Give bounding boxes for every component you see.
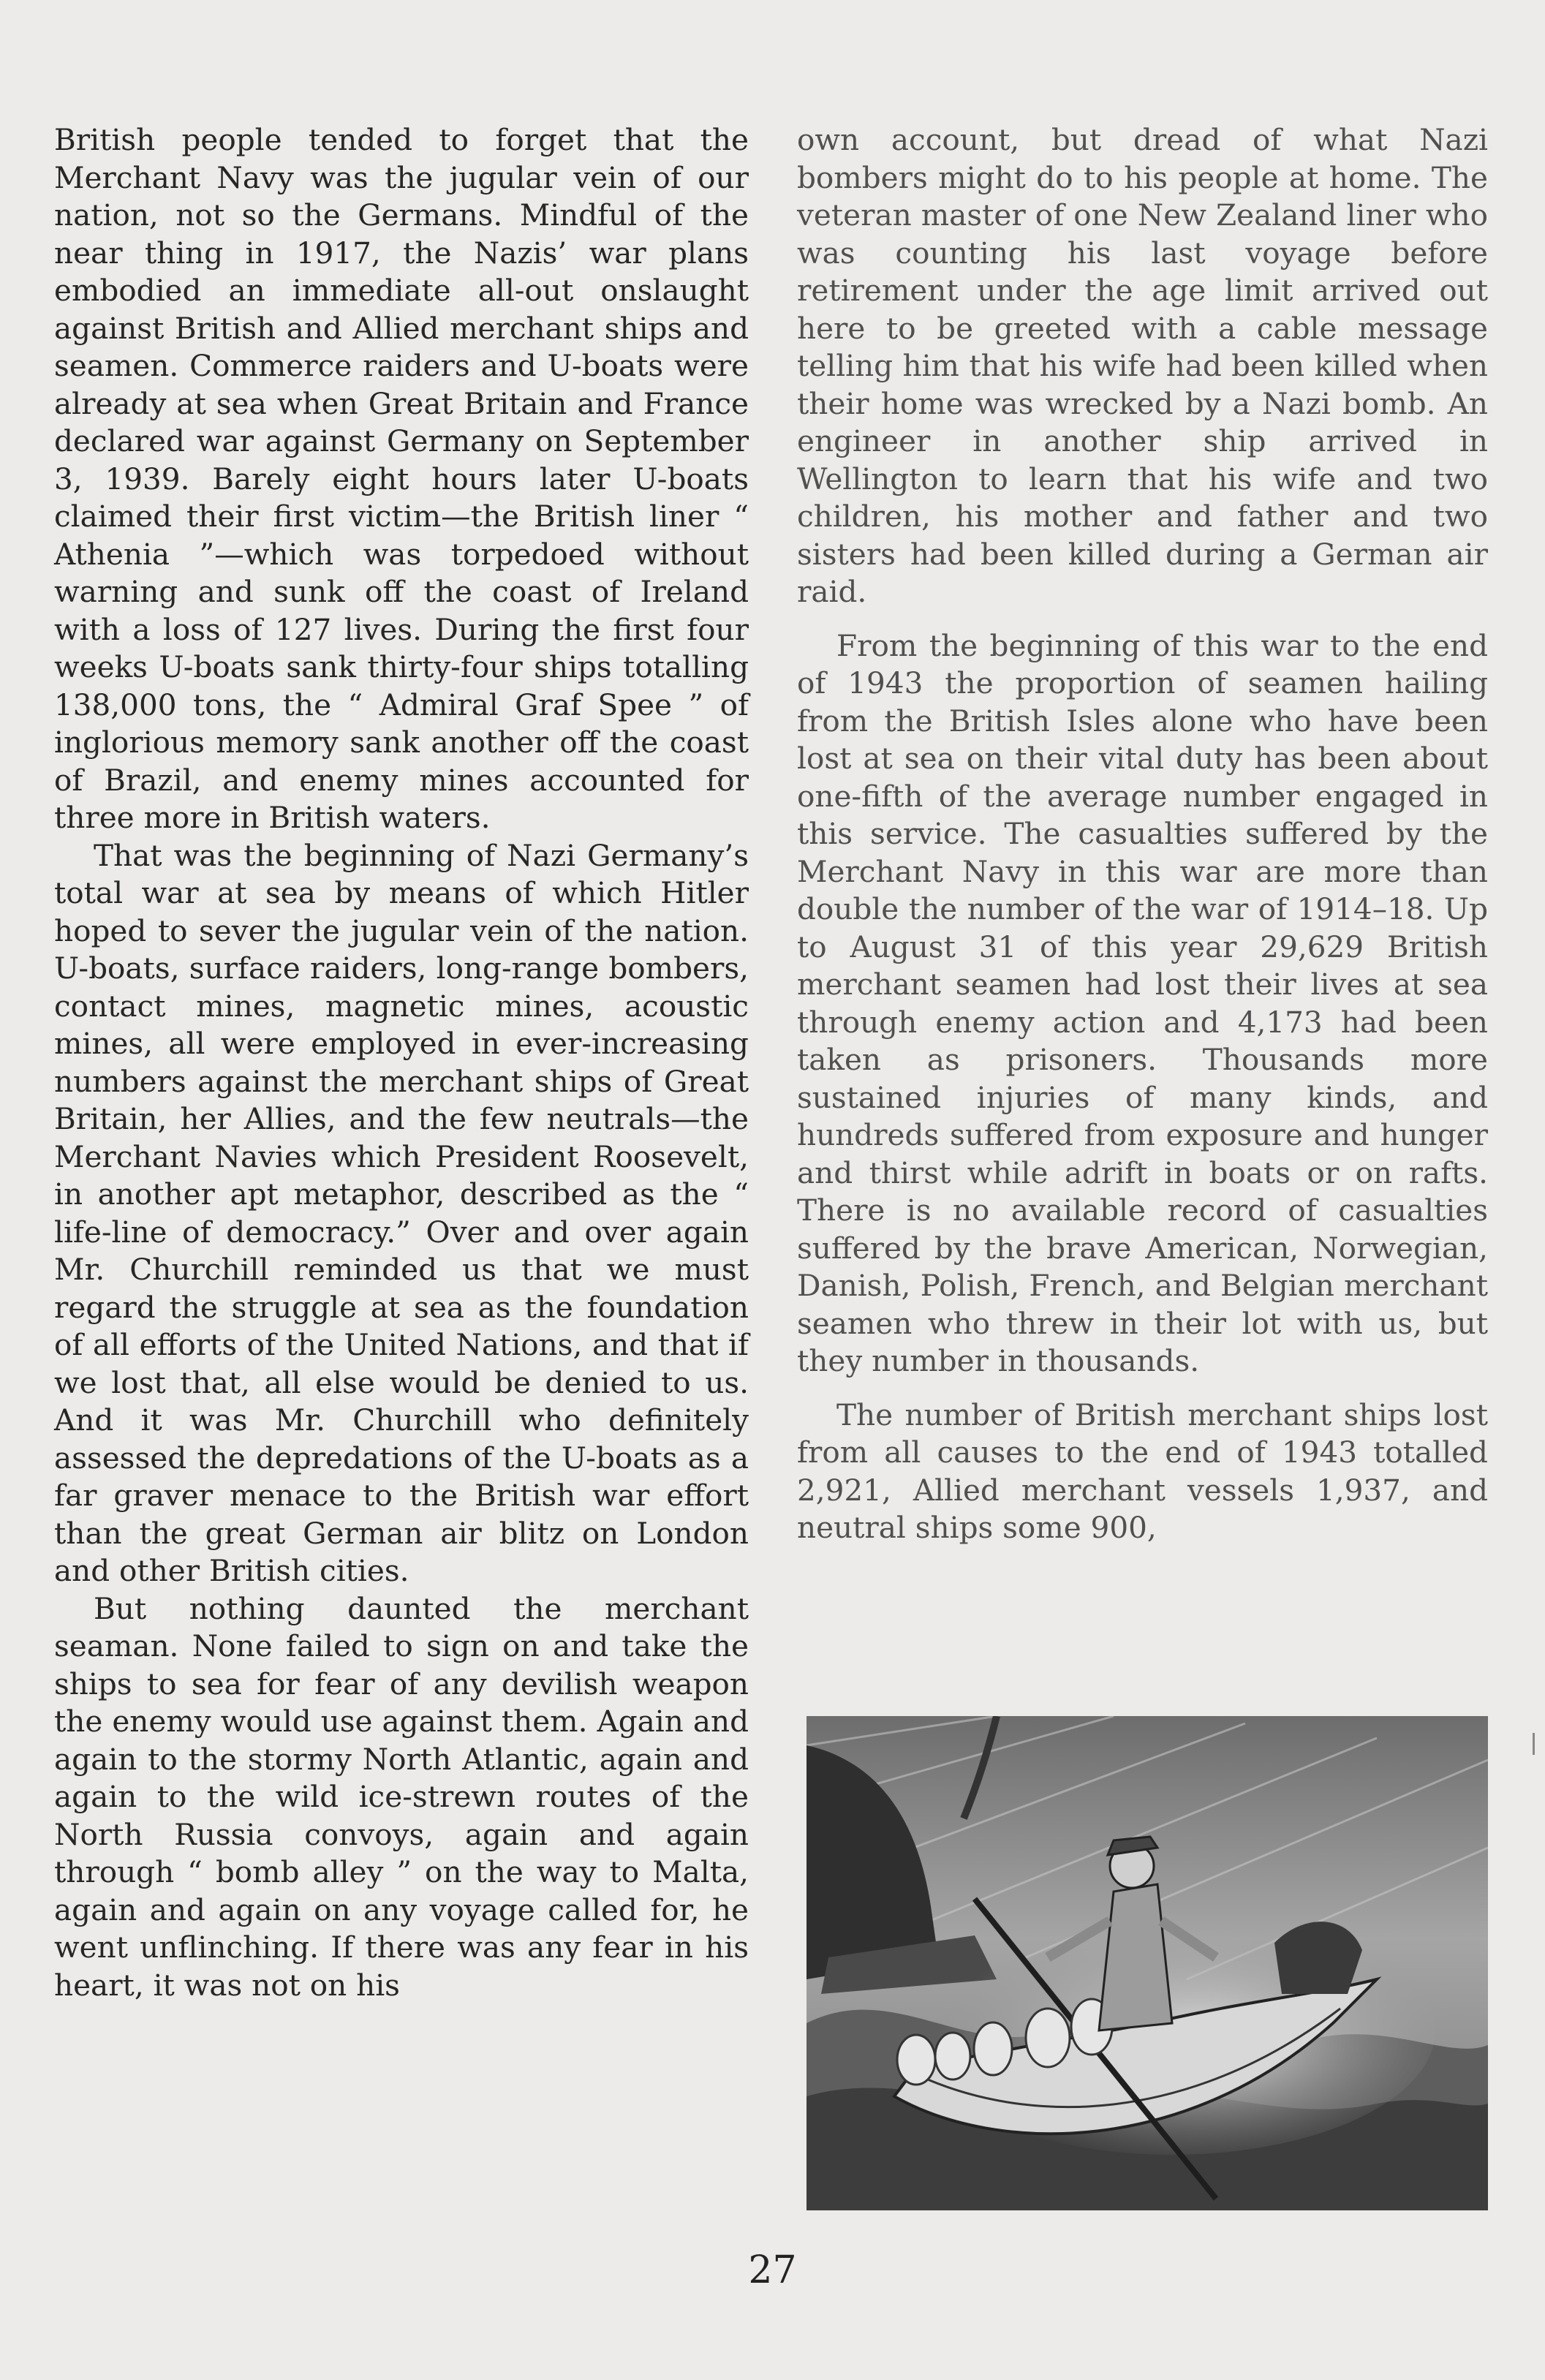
margin-mark xyxy=(1533,1733,1535,1755)
left-paragraph-2: That was the beginning of Nazi Germany’s total war at sea by means of which Hitler hoped to sever the jugular vein of the nation. U-boats, surface raiders, long-range bombers, contact mines, magnetic mines, acoustic mines, all were employed in ever-increasing numbers against the merchant ships of Great Britain, her Allies, and the few neutrals—the Merchant Navies which President Roosevelt, in another apt metaphor, described as the “ life-line of democracy.” Over and over again Mr. Churchill reminded us that we must regard the struggle at sea as the foundation of all efforts of the United Nations, and that if we lost that, all else would be denied to us. And it was Mr. Churchill who definitely assessed the depredations of the U-boats as a far graver menace to the British war effort than the great German air blitz on London and other British cities. xyxy=(54,837,749,1588)
right-paragraph-3: The number of British merchant ships lost from all causes to the end of 1943 totalled 2,921, Allied merchant vessels 1,937, and neutral ships some 900, xyxy=(797,1397,1488,1545)
left-paragraph-1: British people tended to forget that the Merchant Navy was the jugular vein of our nation, not so the Germans. Mindful of the near thing in 1917, the Nazis’ war plans embodied an immediate all-out onslaught against British and Allied merchant ships and seamen. Commerce raiders and U-boats were already at sea when Great Britain and France declared war against Germany on September 3, 1939. Barely eight hours later U-boats claimed their first victim—the British liner “ Athenia ”—which was torpedoed without warning and sunk off the coast of Ireland with a loss of 127 lives. During the first four weeks U-boats sank thirty-four ships totalling 138,000 tons, the “ Admiral Graf Spee ” of inglorious memory sank another off the coast of Brazil, and enemy mines accounted for three more in British waters. xyxy=(54,122,749,835)
lifeboat-illustration xyxy=(807,1716,1488,2210)
right-paragraph-2: From the beginning of this war to the end of 1943 the proportion of seamen hailing from the British Isles alone who have been lost at sea on their vital duty has been about one-fifth of the average number engaged in this service. The casualties suffered by the Merchant Navy in this war are more than double the number of the war of 1914–18. Up to August 31 of this year 29,629 British merchant seamen had lost their lives at sea through enemy action and 4,173 had been taken as prisoners. Thousands more sustained injuries of many kinds, and hundreds suffered from exposure and hunger and thirst while adrift in boats or on rafts. There is no available record of casualties suffered by the brave American, Norwegian, Danish, Polish, French, and Belgian merchant seamen who threw in their lot with us, but they number in thousands. xyxy=(797,627,1488,1378)
right-paragraph-1: own account, but dread of what Nazi bombers might do to his people at home. The veteran master of one New Zealand liner who was counting his last voyage before retirement under the age limit arrived out here to be greeted with a cable message telling him that his wife had been killed when their home was wrecked by a Nazi bomb. An engineer in another ship arrived in Wellington to learn that his wife and two children, his mother and father and two sisters had been killed during a German air raid. xyxy=(797,122,1488,609)
left-column xyxy=(54,121,749,2004)
left-paragraph-3: But nothing daunted the merchant seaman. None failed to sign on and take the ships to sea for fear of any devilish weapon the enemy would use against them. Again and again to the stormy North Atlantic, again and again to the wild ice-strewn routes of the North Russia convoys, again and again through “ bomb alley ” on the way to Malta, again and again on any voyage called for, he went unflinching. If there was any fear in his heart, it was not on his xyxy=(54,1590,749,2003)
page-number: 27 xyxy=(748,2248,797,2292)
right-column xyxy=(797,121,1488,1547)
